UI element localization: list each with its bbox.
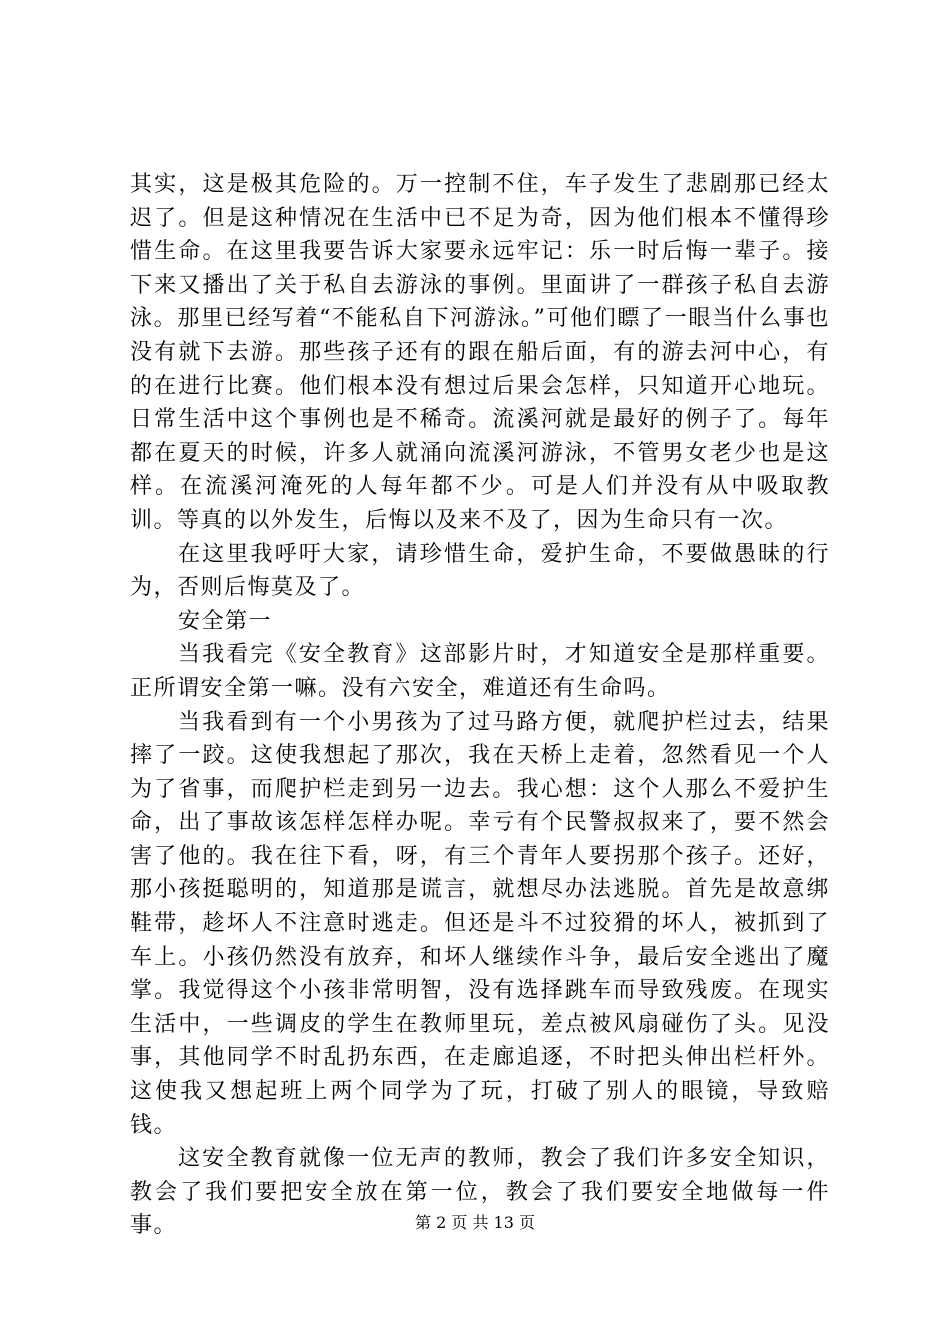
paragraph: 当我看到有一个小男孩为了过马路方便，就爬护栏过去，结果摔了一跤。这使我想起了那次，我在天桥上走着，忽然看见一个人为了省事，而爬护栏走到另一边去。我心想：这个人那么不爱护生命，出了事故该怎样怎样办呢。幸亏有个民警叔叔来了，要不然会害了他的。我在往下看，呀，有三个青年人要拐那个孩子。还好，那小孩挺聪明的，知道那是谎言，就想尽办法逃脱。首先是故意绑鞋带，趁坏人不注意时逃走。但还是斗不过狡猾的坏人，被抓到了车上。小孩仍然没有放弃，和坏人继续作斗争，最后安全逃出了魔掌。我觉得这个小孩非常明智，没有选择跳车而导致残废。在现实生活中，一些调皮的学生在教师里玩，差点被风扇碰伤了头。见没事，其他同学不时乱扔东西，在走廊追逐，不时把头伸出栏杆外。这使我又想起班上两个同学为了玩，打破了别人的眼镜，导致赔钱。 <box>130 709 830 1138</box>
paragraph: 其实，这是极其危险的。万一控制不住，车子发生了悲剧那已经太迟了。但是这种情况在生活中已不足为奇，因为他们根本不懂得珍惜生命。在这里我要告诉大家要永远牢记：乐一时后悔一辈子。接下来又播出了关于私自去游泳的事例。里面讲了一群孩子私自去游泳。那里已经写着“不能私自下河游泳。”可他们瞟了一眼当什么事也没有就下去游。那些孩子还有的跟在船后面，有的游去河中心，有的在进行比赛。他们根本没有想过后果会怎样，只知道开心地玩。日常生活中这个事例也是不稀奇。流溪河就是最好的例子了。每年都在夏天的时候，许多人就涌向流溪河游泳，不管男女老少也是这样。在流溪河淹死的人每年都不少。可是人们并没有从中吸取教训。等真的以外发生，后悔以及来不及了，因为生命只有一次。 <box>130 172 830 533</box>
paragraph: 当我看完《安全教育》这部影片时，才知道安全是那样重要。正所谓安全第一嘛。没有六安全，难道还有生命吗。 <box>130 642 830 701</box>
document-body <box>130 168 830 1243</box>
paragraph: 这安全教育就像一位无声的教师，教会了我们许多安全知识，教会了我们要把安全放在第一位，教会了我们要安全地做每一件事。 <box>130 1146 830 1239</box>
paragraph: 在这里我呼吁大家，请珍惜生命，爱护生命，不要做愚昧的行为，否则后悔莫及了。 <box>130 541 830 601</box>
section-heading: 安全第一 <box>178 608 273 634</box>
page-number-footer: 第 2 页 共 13 页 <box>415 1213 535 1232</box>
